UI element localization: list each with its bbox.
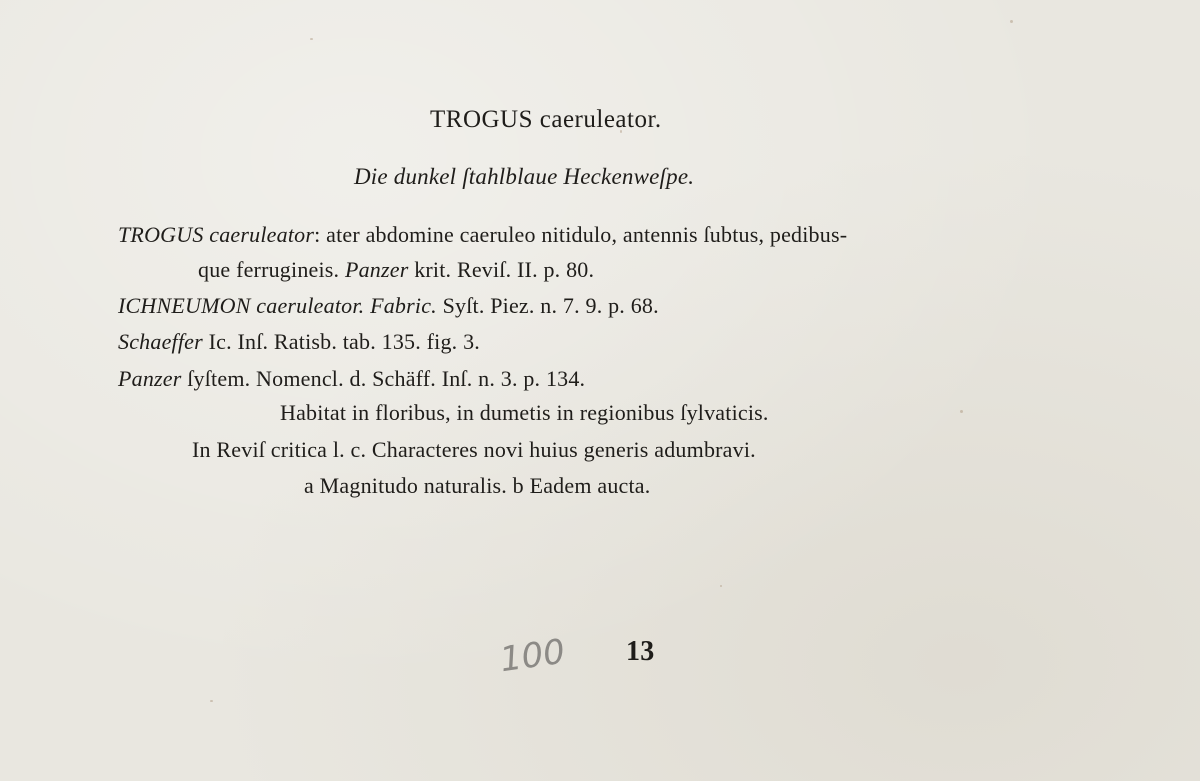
page-number: 13 <box>626 636 655 667</box>
author-name: Panzer <box>118 366 182 391</box>
pencil-annotation: 100 <box>497 631 568 681</box>
text-line-3 <box>118 293 659 319</box>
author-name: Panzer <box>344 257 409 282</box>
paper-speck <box>720 585 722 587</box>
page-title <box>430 106 662 134</box>
reference-text: krit. Reviſ. II. p. 80. <box>414 257 595 282</box>
figure-legend: a Magnitudo naturalis. b Eadem aucta. <box>304 473 651 498</box>
synonym-name: ICHNEUMON caeruleator. Fabric. <box>118 293 437 318</box>
description-text: : ater abdomine caeruleo nitidulo, antennis ſubtus, pedibus- <box>314 222 848 247</box>
reference-text: Ic. Inſ. Ratisb. tab. 135. fig. 3. <box>208 329 480 354</box>
description-continued: que ferrugineis. <box>198 257 340 282</box>
reference-text: Syſt. Piez. n. 7. 9. p. 68. <box>442 293 659 318</box>
paper-speck <box>310 38 313 40</box>
paper-speck <box>960 410 963 413</box>
reference-text: ſyſtem. Nomencl. d. Schäff. Inſ. n. 3. p. 134. <box>187 366 586 391</box>
text-line-5 <box>118 366 585 392</box>
text-line-2 <box>198 257 594 283</box>
paper-speck <box>1010 20 1013 23</box>
revision-note: In Reviſ critica l. c. Characteres novi huius generis adumbravi. <box>192 437 756 462</box>
species-name: caeruleator <box>209 222 315 247</box>
text-line-1 <box>118 222 847 248</box>
title-species: caeruleator. <box>539 106 662 133</box>
author-name: Schaeffer <box>118 329 203 354</box>
page-subtitle: Die dunkel ſtahlblaue Heckenweſpe. <box>354 164 695 189</box>
title-genus: TROGUS <box>430 106 534 133</box>
genus-name: TROGUS <box>118 222 204 247</box>
paper-speck <box>210 700 213 702</box>
text-line-4 <box>118 329 480 355</box>
habitat-line: Habitat in floribus, in dumetis in regionibus ſylvaticis. <box>280 400 769 425</box>
